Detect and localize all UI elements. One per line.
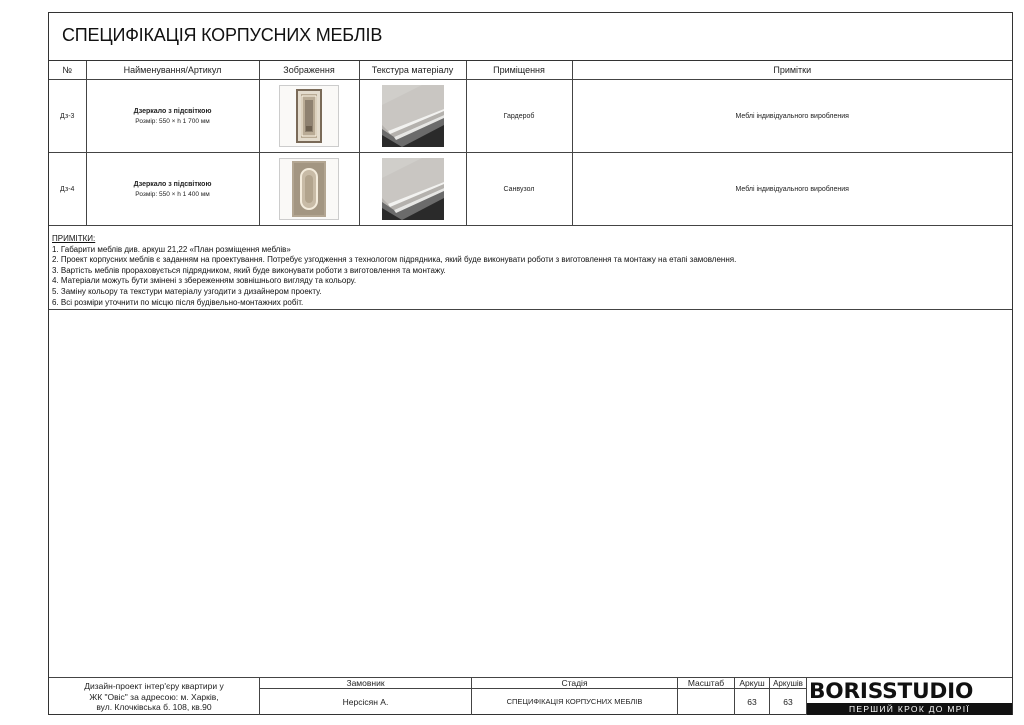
header-number: № [49,61,86,80]
stamp-block [49,677,1012,715]
header-image: Зображення [259,61,359,80]
row-name-cell [86,153,259,226]
header-room: Приміщення [466,61,572,80]
table-header-row [49,61,1012,80]
row-texture-cell [359,153,466,226]
notes-line: 5. Заміну кольору та текстури матеріалу узгодити з дизайнером проекту. [52,286,322,296]
address-line: вул. Клочківська б. 108, кв.90 [96,702,212,712]
row-note: Меблі індивідуального виробления [572,80,1012,153]
notes-heading: ПРИМІТКИ: [52,234,96,243]
address-line: Дизайн-проект інтер'єру квартири у [84,681,224,691]
header-name: Найменування/Артикул [86,61,259,80]
studio-logo [807,678,1012,715]
header-notes: Примітки [572,61,1012,80]
oval-mirror-icon [279,158,339,220]
address-line: ЖК "Овіс" за адресою: м. Харків, [89,691,219,702]
stacked-panels-texture [382,158,444,220]
notes-line: 4. Матеріали можуть бути змінені з збереженням зовнішнього вигляду та кольору. [52,276,357,286]
stamp-divider [260,688,807,689]
title-block [49,13,1012,61]
drawing-sheet [48,12,1013,715]
row-room: Санвузол [466,153,572,226]
sheet-number: 63 [735,689,770,715]
specification-table [49,61,1012,226]
row-name: Дзеркало з підсвіткою [133,180,212,188]
row-image-cell [259,153,359,226]
notes-line: 6. Всі розміри уточнити по місцю після будівельно-монтажних робіт. [52,297,304,307]
row-name-cell [86,80,259,153]
row-note: Меблі індивідуального виробления [572,153,1012,226]
sheets-label: Аркушів [770,678,807,689]
notes-section [49,232,1012,310]
rectangular-mirror-icon [279,85,339,147]
row-name: Дзеркало з підсвіткою [133,107,212,115]
row-size: Розмір: 550 × h 1 700 мм [135,117,210,125]
stage-value: СПЕЦИФІКАЦІЯ КОРПУСНИХ МЕБЛІВ [472,689,678,715]
notes-line: 1. Габарити меблів див. аркуш 21,22 «План розміщення меблів» [52,244,291,254]
row-size: Розмір: 550 × h 1 400 мм [135,190,210,198]
row-image-cell [259,80,359,153]
table-row [49,153,1012,226]
header-texture: Текстура матеріалу [359,61,466,80]
sheet-label: Аркуш [735,678,770,689]
client-label: Замовник [260,678,472,689]
row-code: Дз-3 [49,80,86,153]
scale-value [678,689,735,715]
row-code: Дз-4 [49,153,86,226]
sheets-total: 63 [770,689,807,715]
scale-label: Масштаб [678,678,735,689]
page-title: СПЕЦИФІКАЦІЯ КОРПУСНИХ МЕБЛІВ [62,25,383,45]
notes-line: 2. Проект корпусних меблів є заданням на проектування. Потребує узгодження з технологом підрядника, який буде виконувати роботи з виготовлення та монтажу на етапі замовлення. [52,255,737,265]
row-texture-cell [359,80,466,153]
client-value: Нерсісян А. [260,689,472,715]
project-address [49,678,260,715]
row-room: Гардероб [466,80,572,153]
logo-wordmark: BORISSTUDIO [809,679,974,703]
stage-label: Стадія [472,678,678,689]
table-row [49,80,1012,153]
notes-line: 3. Вартість меблів прораховується підрядником, який буде виконувати роботи з виготовлення та монтажу. [52,265,446,275]
logo-slogan: ПЕРШИЙ КРОК ДО МРІЇ [807,703,1012,715]
stacked-panels-texture [382,85,444,147]
